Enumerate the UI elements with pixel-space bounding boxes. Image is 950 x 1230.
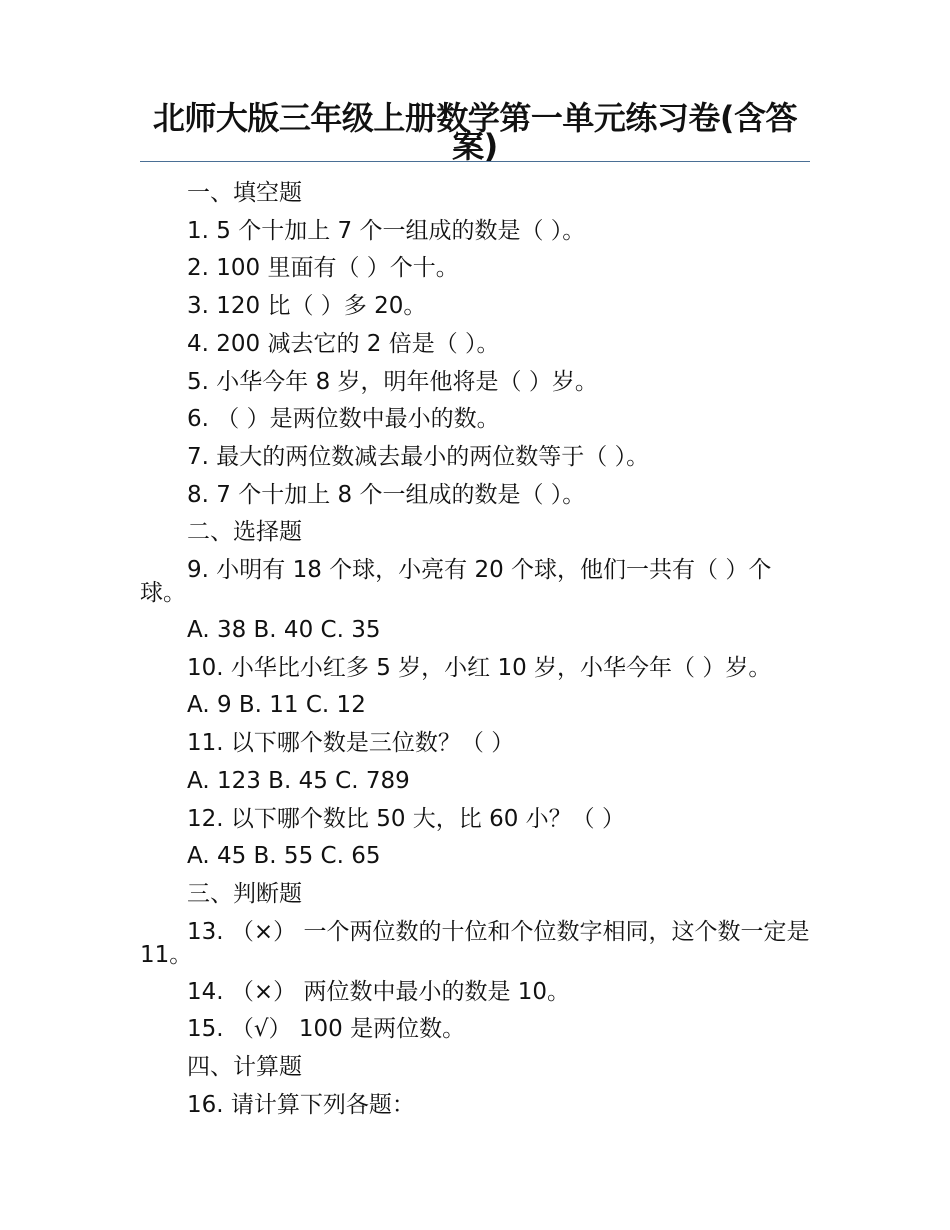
question-12: 12. 以下哪个数比 50 大，比 60 小？（ ） bbox=[187, 805, 625, 832]
question-16: 16. 请计算下列各题： bbox=[187, 1091, 415, 1118]
question-3: 3. 120 比（ ）多 20。 bbox=[187, 293, 427, 320]
question-4: 4. 200 减去它的 2 倍是（ ）。 bbox=[187, 330, 500, 357]
section-heading-true-false: 三、判断题 bbox=[187, 880, 302, 907]
question-11-options: A. 123 B. 45 C. 789 bbox=[187, 767, 410, 794]
question-12-options: A. 45 B. 55 C. 65 bbox=[187, 843, 381, 870]
section-heading-calculation: 四、计算题 bbox=[187, 1054, 302, 1081]
question-15: 15. （√） 100 是两位数。 bbox=[187, 1016, 466, 1043]
question-7: 7. 最大的两位数减去最小的两位数等于（ ）。 bbox=[187, 443, 650, 470]
question-8: 8. 7 个十加上 8 个一组成的数是（ ）。 bbox=[187, 481, 586, 508]
document-body bbox=[140, 175, 810, 1124]
question-9-options: A. 38 B. 40 C. 35 bbox=[187, 617, 381, 644]
section-heading-multiple-choice: 二、选择题 bbox=[187, 519, 302, 546]
title-underline bbox=[140, 161, 810, 162]
document-title: 北师大版三年级上册数学第一单元练习卷(含答案) bbox=[152, 99, 798, 165]
question-6: 6. （ ）是两位数中最小的数。 bbox=[187, 406, 500, 433]
question-9: 9. 小明有 18 个球，小亮有 20 个球，他们一共有（ ）个球。 bbox=[140, 557, 772, 607]
question-13: 13. （×） 一个两位数的十位和个位数字相同，这个数一定是 11。 bbox=[140, 918, 810, 968]
question-10: 10. 小华比小红多 5 岁，小红 10 岁，小华今年（ ）岁。 bbox=[187, 654, 772, 681]
question-14: 14. （×） 两位数中最小的数是 10。 bbox=[187, 978, 571, 1005]
question-5: 5. 小华今年 8 岁，明年他将是（ ）岁。 bbox=[187, 368, 598, 395]
question-2: 2. 100 里面有（ ）个十。 bbox=[187, 255, 459, 282]
question-1: 1. 5 个十加上 7 个一组成的数是（ ）。 bbox=[187, 217, 586, 244]
question-11: 11. 以下哪个数是三位数？（ ） bbox=[187, 730, 515, 757]
question-10-options: A. 9 B. 11 C. 12 bbox=[187, 692, 366, 719]
section-heading-fill-in: 一、填空题 bbox=[187, 180, 302, 206]
